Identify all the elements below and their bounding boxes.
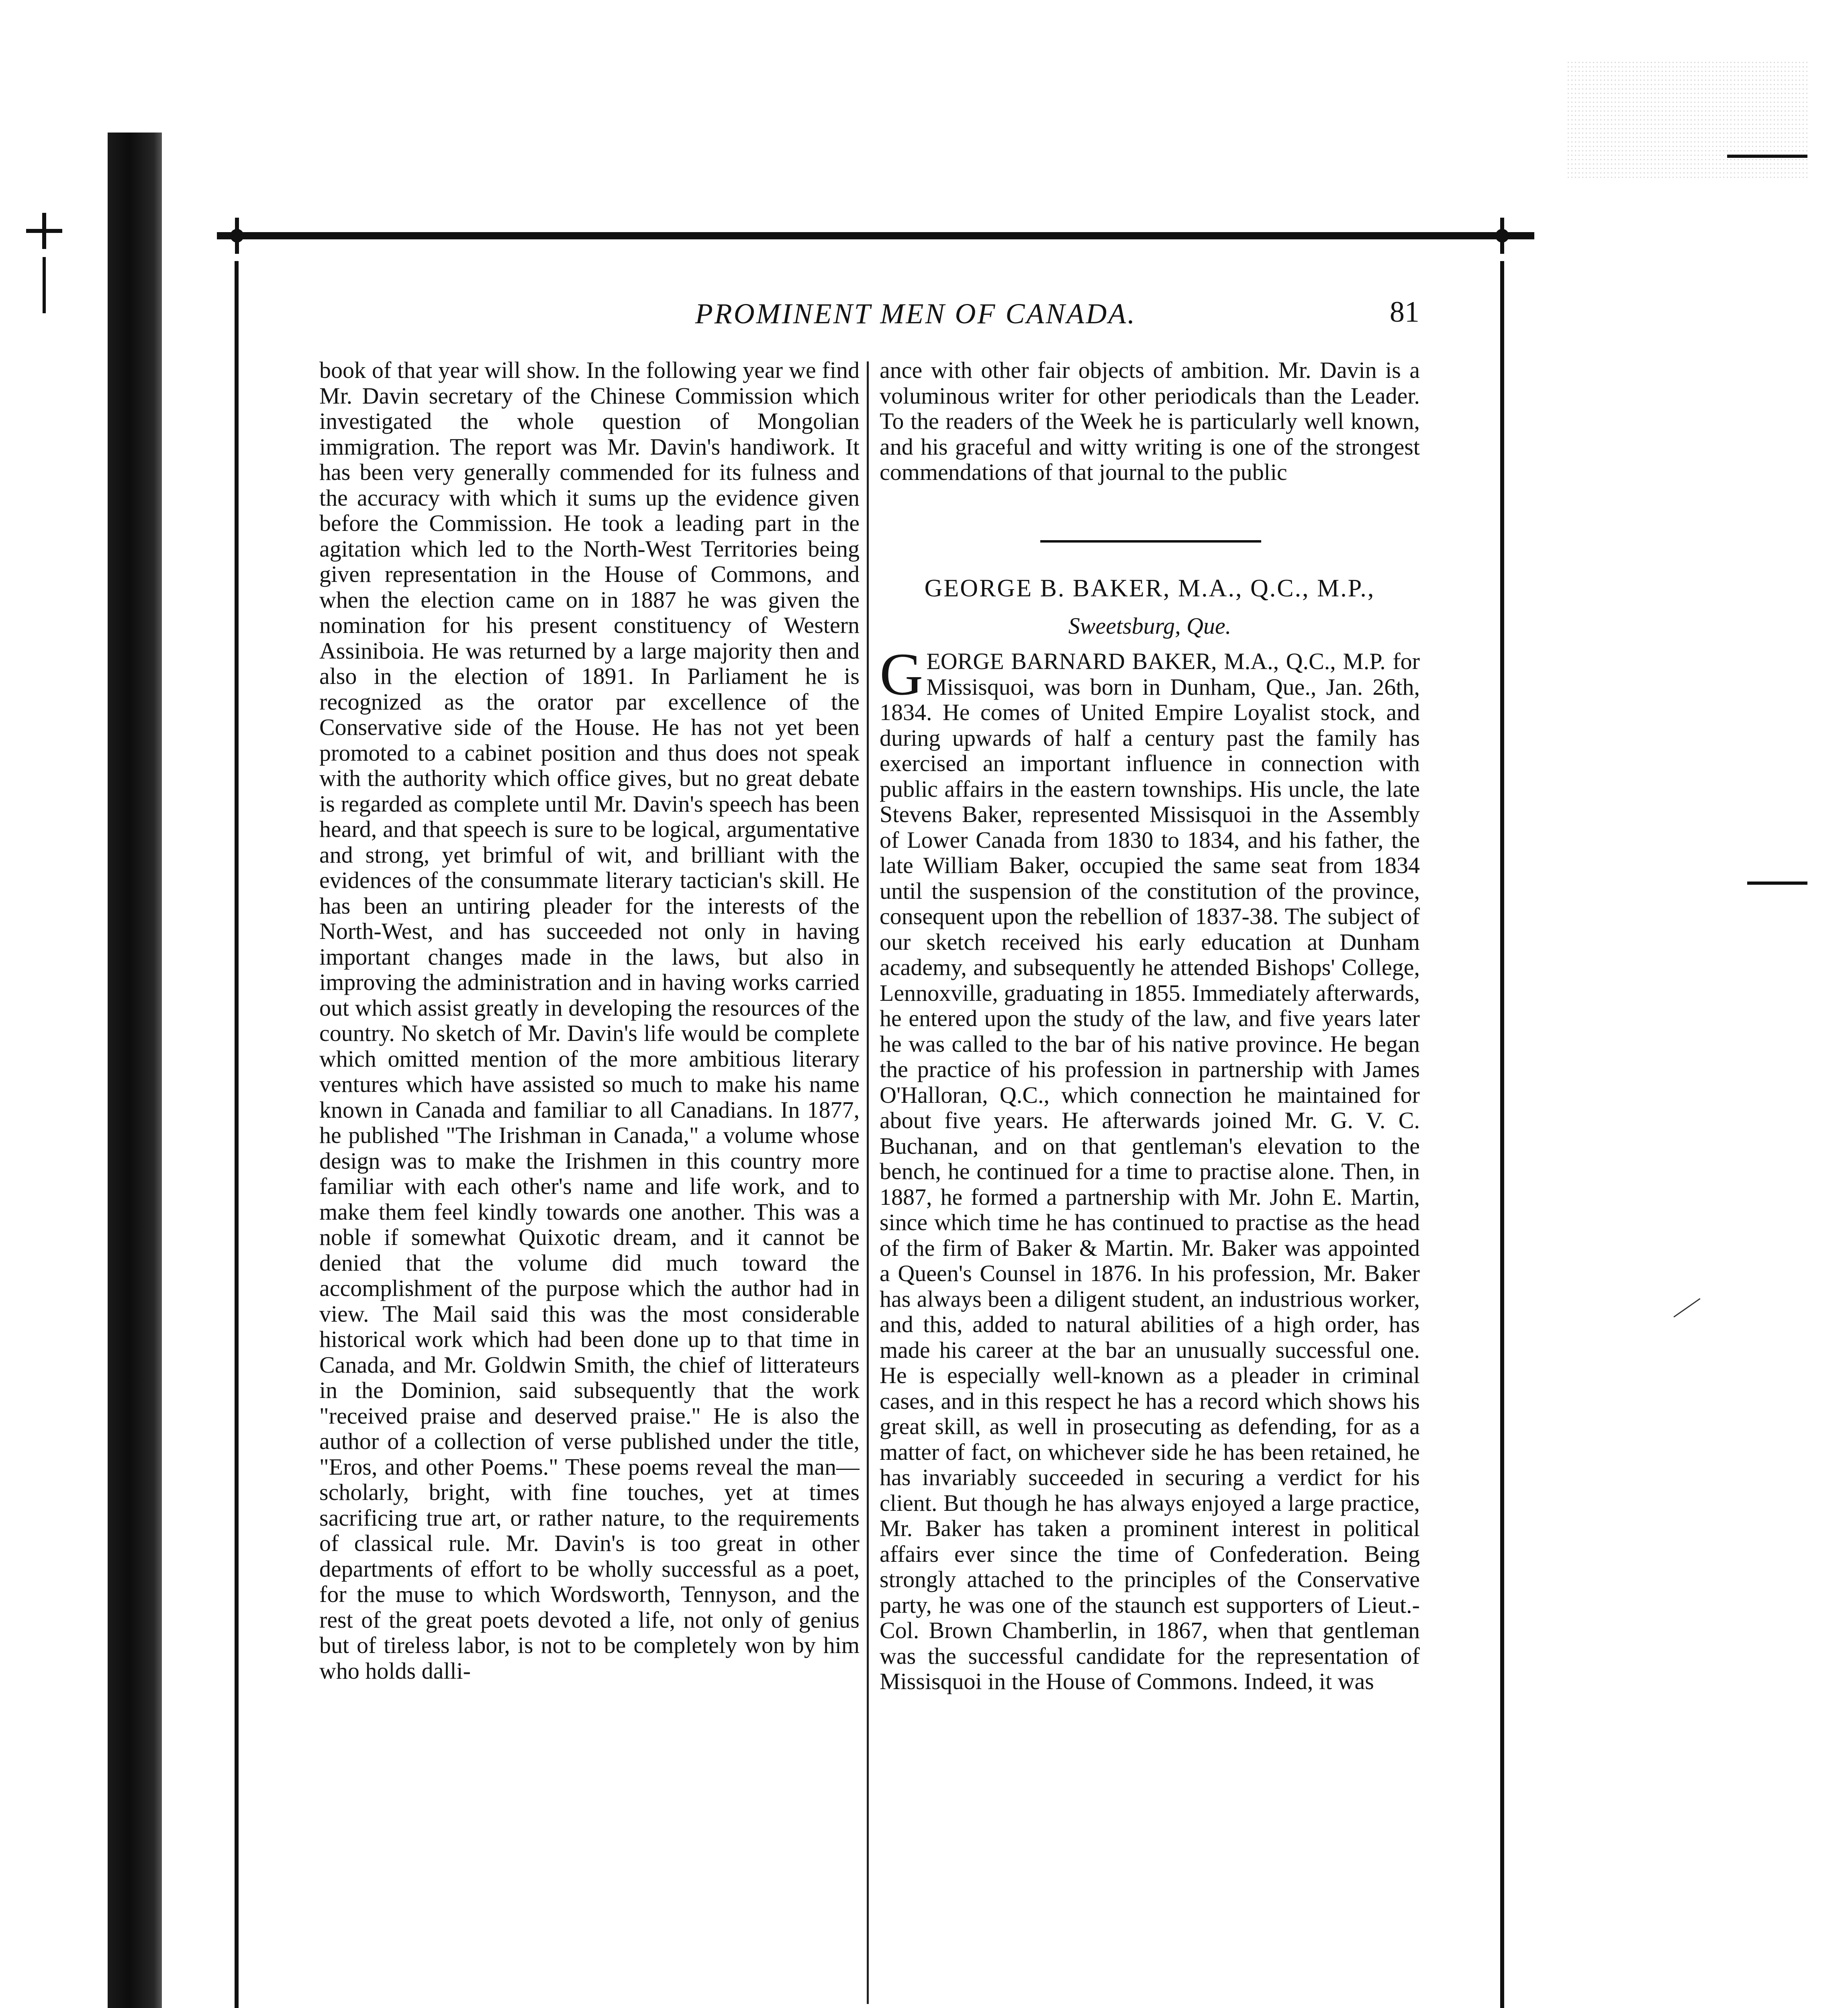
- section-separator-rule: [1040, 540, 1261, 543]
- article-body: [880, 649, 1420, 2008]
- margin-ornament-left-top: [26, 213, 62, 249]
- right-border-rule: [1500, 261, 1504, 2008]
- article-place: Sweetsburg, Que.: [1068, 613, 1231, 639]
- article-title: GEORGE B. BAKER, M.A., Q.C., M.P.,: [924, 575, 1375, 602]
- margin-rule-left: [43, 257, 46, 313]
- binding-strip: [108, 133, 162, 2008]
- left-column-text: book of that year will show. In the following year we find Mr. Davin secretary of the Chinese Commission which investigated the whole question of Mongolian immigration. The report was Mr. Davin's handiwork. It has been very generally commended for its fulness and the accuracy with which it sums up the evidence given before the Commission. He took a leading part in the agitation which led to the North-West Territories being given representation in the House of Commons, and when the election came on in 1887 he was given the nomination for his present constituency of Western Assiniboia. He was returned by a large majority then and also in the election of 1891. In Parliament he is recognized as the orator par excellence of the Conservative side of the House. He has not yet been promoted to a cabinet position and thus does not speak with the authority which office gives, but no great debate is regarded as complete until Mr. Davin's speech has been heard, and that speech is sure to be logical, argumentative and strong, yet brimful of wit, and brilliant with the evidences of the consummate literary tactician's skill. He has been an untiring pleader for the interests of the North-West, and has succeeded not only in having important changes made in the laws, but also in improving the administration and in having works carried out which assist greatly in developing the resources of the country. No sketch of Mr. Davin's life would be complete which omitted mention of the more ambitious literary ventures which have assisted so much to make his name known in Canada and familiar to all Canadians. In 1877, he published "The Irishman in Canada," a volume whose design was to make the Irishmen in this country more familiar with each other's name and life work, and to make them feel kindly towards one another. This was a noble if somewhat Quixotic dream, and it cannot be denied that the volume did much toward the accomplishment of the purpose which the author had in view. The Mail said this was the most considerable historical work which had been done up to that time in Canada, and Mr. Goldwin Smith, the chief of litterateurs in the Dominion, said subsequently that the work "received praise and deserved praise." He is also the author of a collection of verse published under the title, "Eros, and other Poems." These poems reveal the man—scholarly, bright, with fine touches, yet at times sacrificing true art, or rather nature, to the requirements of classical rule. Mr. Davin's is too great in other departments of effort to be wholly successful as a poet, for the muse to which Wordsworth, Tennyson, and the rest of the great poets devoted a life, not only of genius but of tireless labor, is not to be completely won by him who holds dalli-: [319, 357, 860, 1684]
- page-number: 81: [1390, 296, 1419, 329]
- column-divider: [867, 361, 869, 2004]
- ornament-dot-top-left: [230, 229, 244, 243]
- top-border-rule: [217, 232, 1534, 239]
- right-column-continuation: ance with other fair objects of ambition. Mr. Davin is a voluminous writer for other periodicals than the Leader. To the readers of the Week he is particularly well known, and his graceful and witty writing is one of the strongest commendations of that journal to the public: [880, 357, 1420, 485]
- margin-dash-right-mid: [1747, 882, 1807, 885]
- drop-cap: G: [880, 649, 923, 708]
- left-border-rule: [235, 261, 239, 2008]
- ornament-dot-top-right: [1495, 229, 1509, 243]
- margin-dash-right-top: [1727, 155, 1807, 158]
- article-body-text: EORGE BARNARD BAKER, M.A., Q.C., M.P. for Missisquoi, was born in Dunham, Que., Jan. 26th, 1834. He comes of United Empire Loyalist stock, and during upwards of half a century past the family has exercised an important influence in connection with public affairs in the eastern townships. His uncle, the late Stevens Baker, represented Missisquoi in the Assembly of Lower Canada from 1830 to 1834, and his father, the late William Baker, occupied the same seat from 1834 until the suspension of the constitution of the province, consequent upon the rebellion of 1837-38. The subject of our sketch received his early education at Dunham academy, and subsequently he attended Bishops' College, Lennoxville, graduating in 1855. Immediately afterwards, he entered upon the study of the law, and five years later he was called to the bar of his native province. He began the practice of his profession in partnership with James O'Halloran, Q.C., which connection he maintained for about five years. He afterwards joined Mr. G. V. C. Buchanan, and on that gentleman's elevation to the bench, he continued for a time to practise alone. Then, in 1887, he formed a partnership with Mr. John E. Martin, since which time he has continued to practise as the head of the firm of Baker & Martin. Mr. Baker was appointed a Queen's Counsel in 1876. In his profession, Mr. Baker has always been a diligent student, an industrious worker, and this, added to natural abilities of a high order, has made his career at the bar an unusually successful one. He is especially well-known as a pleader in criminal cases, and in this respect he has a record which shows his great skill, as well in prosecuting as defending, for as a matter of fact, on whichever side he has been retained, he has invariably succeeded in securing a verdict for his client. But though he has always enjoyed a large practice, Mr. Baker has taken a prominent interest in political affairs ever since the time of Confederation. Being strongly attached to the principles of the Conservative party, he was one of the staunch est supporters of Lieut.-Col. Brown Chamberlin, in 1867, when that gentleman was the successful candidate for the representation of Missisquoi in the House of Commons. Indeed, it was: [880, 649, 1420, 1694]
- pencil-mark-right: [1673, 1298, 1700, 1317]
- running-head: PROMINENT MEN OF CANADA.: [695, 298, 1137, 330]
- page-speckle-top: [1566, 60, 1807, 181]
